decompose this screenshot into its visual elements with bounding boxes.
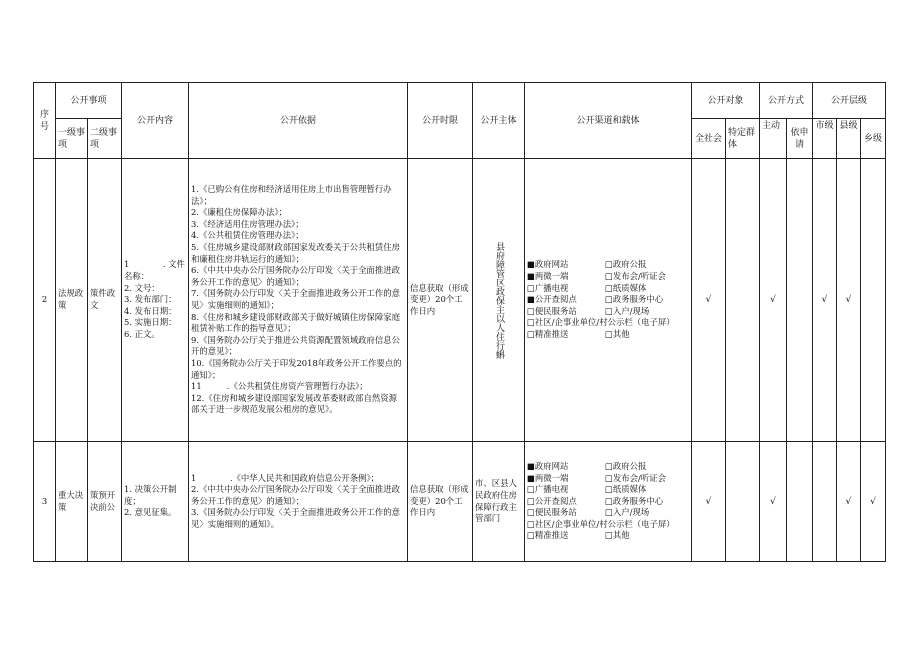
check-mode-active: √ [760,442,787,562]
basis-line: 1.《已购公有住房和经济适用住房上市出售管理暂行办法》； [191,184,392,206]
channel-row-wide: □社区/企事业单位/村公示栏（电子屏） [527,317,675,328]
row-basis [189,442,408,562]
row-level1: 重大决策 [56,442,88,562]
channel-row: ■公开查阅点 □政务服务中心 [527,294,664,305]
channel-row-wide: □社区/企事业单位/村公示栏（电子屏） [527,518,675,529]
row-level1: 法规政策 [56,159,88,442]
basis-line: 11 .《公共租赁住房资产管理暂行办法》； [191,381,368,392]
channel-row: □精准推送 □其他 [527,530,630,541]
header-target-all: 全社会 [692,119,726,159]
header-matter: 公开事项 [56,83,122,119]
channel-row: □广播电视 □纸质媒体 [527,484,647,495]
header-level1: 一级事项 [56,119,88,159]
basis-line: 7.《国务院办公厅印发〈关于全面推进政务公开工作的意见〉实施细则的通知》； [191,288,401,310]
header-mode-active: 主动 [760,119,787,159]
row-content [122,159,189,442]
row-seq: 2 [34,159,56,442]
basis-line: 8.《住房和城乡建设部财政部关于做好城镇住房保障家庭租赁补贴工作的指导意见》； [191,311,401,334]
row-level2: 策预开决前公 [88,442,122,562]
channel-row: ■政府网站 □政府公报 [527,460,647,471]
row-subject-cell [473,159,525,442]
row-subject: 市、区县人民政府住房保障行政主管部门 [473,442,525,562]
disclosure-table-sheet [33,82,885,562]
check-tier-town [861,159,886,442]
header-basis: 公开依据 [189,83,408,159]
header-tier-city: 市级 [813,119,837,159]
basis-line: 3.《经济适用住房管理办法》； [191,218,304,229]
content-line: 2. 文号： [124,282,160,293]
check-target-group [726,159,760,442]
check-tier-county: √ [837,159,861,442]
content-line: 1. 决策公开制度； [124,484,177,506]
header-time: 公开时限 [408,83,473,159]
channel-row: ■两微一端 □发布会/听证会 [527,472,666,483]
basis-line: 1 .《中华人民共和国政府信息公开条例》； [191,472,380,483]
content-line: 5. 实施日期： [124,317,177,328]
row-level2: 策件政文 [88,159,122,442]
content-line: 6. 正文。 [124,328,160,339]
basis-line: 4.《公共租赁住房管理办法》； [191,230,304,241]
channel-row: □公开查阅点 □政务服务中心 [527,495,664,506]
row-subject: 县府障管区政保主以人住行蝌 [494,241,505,359]
basis-line: 10.《国务院办公厅关于印发2018年政务公开工作要点的通知》； [191,357,402,380]
header-channels: 公开渠道和载体 [525,83,692,159]
header-tier-town: 乡级 [861,119,886,159]
channel-row: ■两微一端 □发布会/听证会 [527,271,666,282]
content-line: 4. 发布日期： [124,305,177,316]
channel-row: ■政府网站 □政府公报 [527,259,647,270]
row-channels [525,159,692,442]
check-target-group [726,442,760,562]
channel-row: □便民服务站 □入户/现场 [527,305,650,316]
check-mode-apply [787,159,813,442]
basis-line: 5.《住房城乡建设部财政部国家发改委关于公共租赁住房和廉租住房并轨运行的通知》； [191,242,401,264]
disclosure-table [33,82,886,562]
content-line: 2. 意见征集。 [124,507,177,518]
header-level2: 二级事项 [88,119,122,159]
header-tier-county: 县级 [837,119,861,159]
basis-line: 3.《国务院办公厅印发〈关于全面推进政务公开工作的意见〉实施细则的通知》。 [191,507,401,529]
table-row [34,442,886,562]
header-mode-apply: 依申请 [787,119,813,159]
header-target-group: 特定群体 [726,119,760,159]
row-seq: 3 [34,442,56,562]
header-tier: 公开层级 [813,83,886,119]
check-tier-county: √ [837,442,861,562]
row-time: 信息获取（形成变更）20个工作日内 [408,159,473,442]
row-channels [525,442,692,562]
basis-line: 6.《中共中央办公厅国务院办公厅印发〈关于全面推进政务公开工作的意见〉的通知》； [191,265,401,287]
header-seq: 序号 [34,83,56,159]
channel-row: □广播电视 □纸质媒体 [527,282,647,293]
check-target-all: √ [692,159,726,442]
basis-line: 2.《中共中央办公厅国务院办公厅印发〈关于全面推进政务公开工作的意见〉的通知》； [191,484,401,506]
channel-row: □便民服务站 □入户/现场 [527,507,650,518]
check-target-all: √ [692,442,726,562]
basis-line: 9.《国务院办公厅关于推进公共资源配置领域政府信息公开的意见》； [191,334,401,357]
header-target: 公开对象 [692,83,760,119]
row-content [122,442,189,562]
content-line: 1 . 文件名称： [124,259,185,282]
channel-row: □精准推送 □其他 [527,328,630,339]
row-basis [189,159,408,442]
content-line: 3. 发布部门： [124,294,177,305]
row-time: 信息获取（形成变更）20个工作日内 [408,442,473,562]
check-tier-town: √ [861,442,886,562]
basis-line: 2.《廉租住房保障办法》； [191,207,287,218]
check-tier-city [813,442,837,562]
check-mode-apply [787,442,813,562]
check-mode-active: √ [760,159,787,442]
header-subject: 公开主体 [473,83,525,159]
table-row [34,159,886,442]
basis-line: 12.《住房和城乡建设部国家发展改革委财政部自然资源部关于进一步规范发展公租房的意见》。 [191,392,397,415]
header-content: 公开内容 [122,83,189,159]
check-tier-city: √ [813,159,837,442]
header-mode: 公开方式 [760,83,813,119]
